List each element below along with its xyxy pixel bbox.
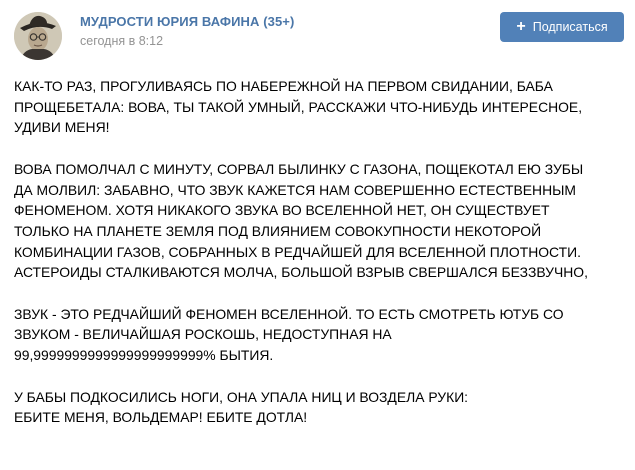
text-line: ПРОЩЕБЕТАЛА: ВОВА, ТЫ ТАКОЙ УМНЫЙ, РАССКАЖИ ЧТО-НИБУДЬ ИНТЕРЕСНОЕ, [14, 98, 583, 115]
paragraph [14, 76, 624, 138]
text-line: ТОЛЬКО НА ПЛАНЕТЕ ЗЕМЛЯ ПОД ВЛИЯНИЕМ СОВОКУПНОСТИ НЕКОТОРОЙ [14, 222, 542, 239]
text-line: ЗВУК - ЭТО РЕДЧАЙШИЙ ФЕНОМЕН ВСЕЛЕННОЙ. ТО ЕСТЬ СМОТРЕТЬ ЮТУБ СО [14, 305, 564, 322]
text-line: ВОВА ПОМОЛЧАЛ С МИНУТУ, СОРВАЛ БЫЛИНКУ С ГАЗОНА, ПОЩЕКОТАЛ ЕЮ ЗУБЫ [14, 160, 584, 177]
paragraph [14, 159, 624, 283]
author-name-link[interactable]: МУДРОСТИ ЮРИЯ ВАФИНА (35+) [80, 14, 295, 29]
subscribe-label: Подписаться [532, 20, 608, 34]
text-line: КАК-ТО РАЗ, ПРОГУЛИВАЯСЬ ПО НАБЕРЕЖНОЙ НА ПЕРВОМ СВИДАНИИ, БАБА [14, 78, 553, 94]
text-line: КОМБИНАЦИИ ГАЗОВ, СОБРАННЫХ В РЕДЧАЙШЕЙ ДЛЯ ВСЕЛЕННОЙ ПЛОТНОСТИ. [14, 243, 581, 260]
text-line: ДА МОЛВИЛ: ЗАБАВНО, ЧТО ЗВУК КАЖЕТСЯ НАМ СОВЕРШЕННО ЕСТЕСТВЕННЫМ [14, 181, 576, 198]
paragraph [14, 304, 624, 366]
text-line: ЗВУКОМ - ВЕЛИЧАЙШАЯ РОСКОШЬ, НЕДОСТУПНАЯ НА [14, 326, 392, 343]
avatar-portrait-icon[interactable] [14, 12, 62, 60]
text-line: 99,9999999999999999999999% БЫТИЯ. [14, 347, 274, 364]
post-timestamp[interactable]: сегодня в 8:12 [80, 34, 164, 48]
text-line: ЕБИТЕ МЕНЯ, ВОЛЬДЕМАР! ЕБИТЕ ДОТЛА! [14, 409, 308, 426]
text-line: АСТЕРОИДЫ СТАЛКИВАЮТСЯ МОЛЧА, БОЛЬШОЙ ВЗРЫВ СВЕРШАЛСЯ БЕЗЗВУЧНО, [14, 264, 588, 281]
text-line: УДИВИ МЕНЯ! [14, 119, 110, 136]
paragraph [14, 387, 624, 428]
text-line: У БАБЫ ПОДКОСИЛИСЬ НОГИ, ОНА УПАЛА НИЦ И ВОЗДЕЛА РУКИ: [14, 388, 469, 405]
subscribe-button[interactable] [500, 12, 624, 42]
post-text [14, 76, 624, 449]
post-header [14, 12, 624, 60]
plus-icon: + [516, 18, 526, 35]
text-line: ФЕНОМЕНОМ. ХОТЯ НИКАКОГО ЗВУКА ВО ВСЕЛЕННОЙ НЕТ, ОН СУЩЕСТВУЕТ [14, 202, 550, 219]
